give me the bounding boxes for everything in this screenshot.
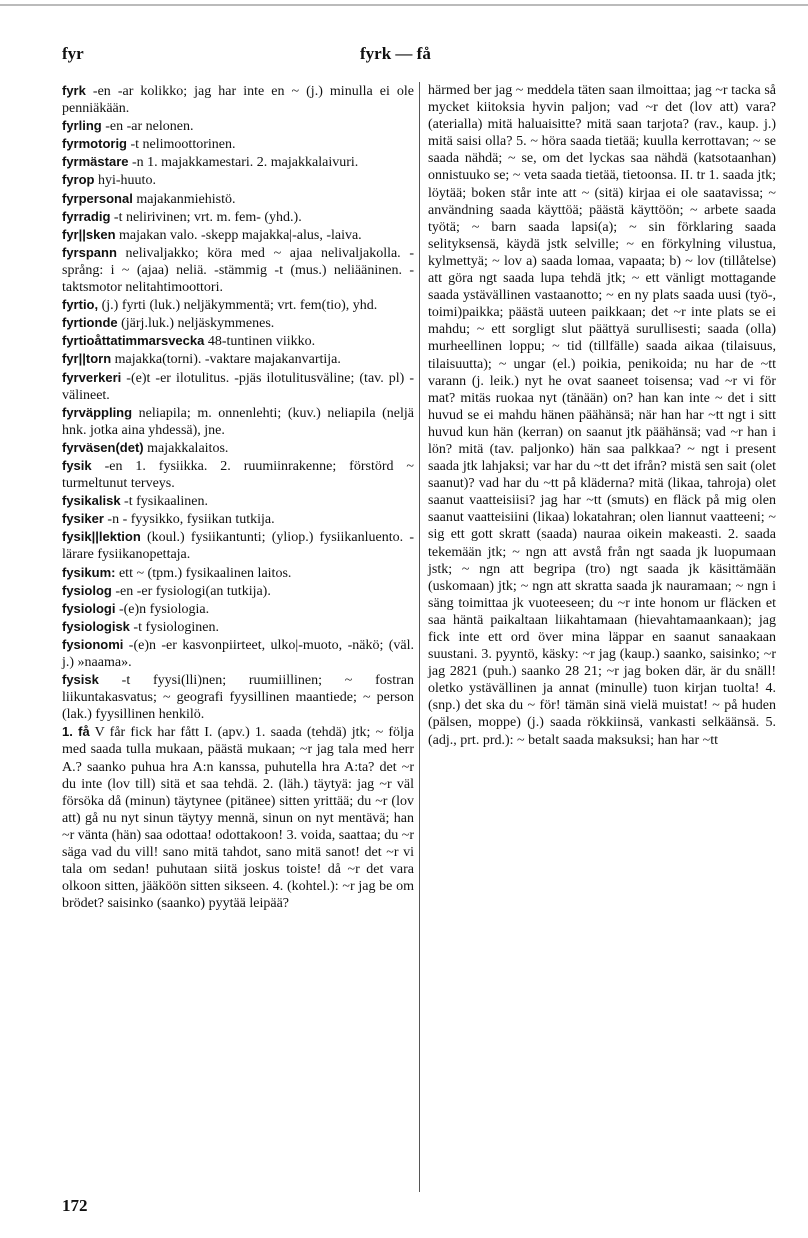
definition: -t nelirivinen; vrt. m. fem- (yhd.).	[110, 209, 302, 225]
dictionary-entry	[62, 226, 414, 244]
definition: -en -er fysiologi(an tutkija).	[111, 583, 271, 599]
definition: V får fick har fått I. (apv.) 1. saada (tehdä) jtk; ~ följa med saada tulla mukaan, päästä mukaan; ~r jag tala med herr A.? saanko puhua hra A:n kanssa, puhutella hra A:ta? det ~r du inte (lov till) sitä et saa tehdä. 2. (läh.) täytyä: jag ~r väl försöka då (minun) täytynee (pitänee) sitten yrittää; du ~r (lov att) gå nu nyt sinun täytyy mennä, sinun on nyt mentävä; han ~r vänta (hän) saa odottaa! odottakoon! 3. voida, saattaa; du ~r säga vad du vill! sano mitä tahdot, sano mitä sanot! det ~r vi tala om sedan! puhutaan siitä joskus toiste! då ~r det vara olkoon sitten, jääköön sitten sikseen. 4. (kohtel.): ~r jag be om brödet? saisinko (saanko) pyytää leipää?	[62, 725, 414, 912]
dictionary-entry	[62, 404, 414, 439]
definition: -n - fyysikko, fysiikan tutkija.	[103, 512, 275, 528]
dictionary-entry	[62, 723, 414, 912]
headword: fyrtioåttatimmarsvecka	[62, 333, 205, 349]
definition: ett ~ (tpm.) fysikaalinen laitos.	[115, 565, 292, 581]
definition: -t nelimoottorinen.	[127, 137, 236, 153]
definition: (j.) fyrti (luk.) neljäkymmentä; vrt. fem(tio), yhd.	[98, 298, 378, 314]
continued-entry-text: härmed ber jag ~ meddela täten saan ilmoittaa; jag ~r tacka så mycket kiitoksia hyvin paljon; vad ~r det (lov att) vara? (aterialla) mitä haluaisitte? mitä saan tarjota? (rav., kaup. j.) mitä saisi olla? 5. ~ höra saada tietää; kuulla kerrottavan; ~ se saada nähdä; ~ se, om det lyckas saa nähdä (katsotaanhan) onnistuuko se; ~ veta saada tietää, tietoonsa. II. tr 1. saada jtk; löytää; boken står inte att ~ (sitä) kirjaa ei ole saatavissa; ~ användning saada käyttöä; päästä käyttöön; ~ arbete saada työtä; ~ barn saada lapsi(a); ~ sin förklaring saada selityksensä, käydä jstk selville; ~ en förkylning vilustua, kylmettyä; ~ lov a) saada lomaa, vapaata; b) ~ lov (tillåtelse) att göra ngt saada lupa tehdä jtk; ~ ett vänligt mottagande saada ystävällinen vastaanotto; ~ en ny plats saada uusi (työ-, toimi)paikka; päästä uuteen paikkaan; det ~r inte plats se ei mahdu; ~ ett sorgligt slut päättyä surullisesti; saada (olla) murheellinen loppu; ~ tid (tillfälle) saada aikaa (tilaisuus, tilaisuutta); ~ ungar (el.) poikia, penikoida; nu har de ~tt varann (j. leik.) nyt he ovat saaneet toisensa; vad ~r vi för mat? mitäs ruokaa nyt (tänään) on? han kan inte ~ det i sitt huvud se ei mahdu hänen päähänsä; när han har ~tt ngt i sitt huvud kun hän (kerran) on saanut jtk päähänsä; vad ~r han i lön? mitä (tav. paljonko) hän saa palkkaa? ~ ngt i present saada jtk lahjaksi; var har du ~tt det ifrån? mistä sen sait (olet saanut)? vad har du ~tt på kläderna? mitä (likaa, tahroja) olet saanut vaatteisiisi? jag har ~tt (smuts) en fläck på mig olen saanut vaatteisiini (likaa) lokatahran; olen liannut vaatteeni; ~ sig ett gott skratt (saada) nauraa oikein makeasti. 2. saada tekemään jtk; ~ ngn att avstå från ngt saada jk luopumaan jstk; ~ ngn att begripa (tro) ngt saada jk käsittämään (uskomaan) jtk; ~ ngn att skratta saada jk nauramaan; ~ ngn i säng toimittaa jk vuoteeseen; du ~r inte honom ur fläcken et saa häntä paikaltaan liikahtamaan (hievahtamaankaan); jag fick inte ett ord över mina läppar en saanut sanaakaan suustani. 3. pyyntö, käsky: ~r jag (kaup.) saanko, saisinko; ~r jag 2821 (puh.) saanko 28 21; ~r jag boken där, är du snäll! oletko ystävällinen ja annat (minulle) tuon kirjan tuolta! 4. (snp.) det ska du ~ för! tämän sinä vielä muistat! ~ på huden (pälsen, moppe) (j.) saada rökkiinsä, vankasti selkäänsä. 5. (adj., prt. prd.): ~ betalt saada maksuksi; han har ~tt	[428, 83, 776, 748]
dictionary-entry	[62, 564, 414, 582]
dictionary-entry	[62, 82, 414, 117]
definition: -(e)t -er ilotulitus. -pjäs ilotulitusväline; (tav. pl) -välineet.	[62, 370, 414, 403]
definition: -en 1. fysiikka. 2. ruumiinrakenne; förstörd ~ turmeltunut terveys.	[62, 458, 414, 492]
headword: fyrspann	[62, 244, 117, 260]
headword: fyrop	[62, 172, 95, 188]
headword: fyrk	[62, 83, 86, 98]
dictionary-entry	[62, 439, 414, 457]
scan-edge	[0, 4, 808, 6]
headword: fyrling	[62, 118, 102, 134]
definition: (koul.) fysiikantunti; (yliop.) fysiikanluento. -lärare fysiikanopettaja.	[62, 530, 414, 563]
dictionary-entry	[62, 208, 414, 226]
definition: neliapila; m. onnenlehti; (kuv.) neliapila (neljä hnk. jotka aina yhdessä), jne.	[62, 405, 414, 438]
definition: -en -ar nelonen.	[101, 119, 194, 135]
dictionary-entry	[62, 528, 414, 563]
headword: fyr||torn	[62, 351, 112, 367]
headword: fysikum:	[62, 564, 116, 580]
dictionary-entry	[62, 190, 414, 208]
headword: fysiologi	[62, 600, 116, 616]
dictionary-entry	[62, 369, 414, 404]
definition: majakkalaitos.	[143, 440, 229, 456]
definition: -(e)n -er kasvonpiirteet, ulko|-muoto, -näkö; (väl. j.) »naama».	[62, 637, 414, 670]
dictionary-entry	[62, 636, 414, 671]
headword: fysiker	[62, 511, 104, 527]
definition: (järj.luk.) neljäskymmenes.	[117, 316, 275, 332]
dictionary-entry	[62, 171, 414, 189]
dictionary-entry	[62, 117, 414, 135]
headword: fyrradig	[62, 208, 111, 224]
headword: fysiologisk	[62, 618, 130, 634]
dictionary-entry	[62, 582, 414, 600]
definition: nelivaljakko; köra med ~ ajaa nelivaljakolla. -språng: i ~ (ajaa) neliä. -stämmig -t (mus.) neliääninen. -taktsmotor nelitahtimoottori.	[62, 245, 414, 296]
definition: majakanmiehistö.	[132, 191, 236, 207]
dictionary-entry	[62, 492, 414, 510]
dictionary-entry	[62, 618, 414, 636]
headword: fyrtio,	[62, 297, 99, 313]
definition: 48-tuntinen viikko.	[204, 334, 316, 350]
headword: fyrmotorig	[62, 136, 127, 152]
headword: fysisk	[62, 672, 99, 688]
column-divider	[419, 82, 420, 1192]
headword: fysik||lektion	[62, 529, 141, 545]
running-head-center: fyrk — få	[360, 44, 431, 63]
dictionary-entry	[62, 350, 414, 368]
dictionary-entry	[62, 332, 414, 350]
definition: -t fyysi(lli)nen; ruumiillinen; ~ fostran liikuntakasvatus; ~ geografi fyysillinen maantiede; ~ person (lak.) fyysillinen henkilö.	[62, 673, 414, 723]
definition: -(e)n fysiologia.	[115, 601, 210, 617]
headword: fysik	[62, 457, 92, 473]
definition: majakan valo. -skepp majakka|-alus, -laiva.	[115, 227, 362, 243]
headword: fyrtionde	[62, 315, 118, 331]
definition: majakka(torni). -vaktare majakanvartija.	[111, 352, 341, 368]
dictionary-entry	[62, 244, 414, 296]
dictionary-entry	[62, 314, 414, 332]
headword: fysikalisk	[62, 493, 121, 509]
headword: fyrväsen(det)	[62, 439, 144, 455]
definition: -t fysiologinen.	[129, 619, 219, 635]
definition: -en -ar kolikko; jag har inte en ~ (j.) minulla ei ole penniäkään.	[62, 84, 414, 117]
headword: 1. få	[62, 724, 90, 740]
dictionary-entry	[62, 153, 414, 171]
running-head-left: fyr	[62, 44, 84, 63]
headword: fyrpersonal	[62, 190, 133, 206]
dictionary-entry	[62, 671, 414, 723]
headword: fyrverkeri	[62, 369, 122, 385]
dictionary-entry	[62, 510, 414, 528]
page-number: 172	[62, 1196, 88, 1215]
definition: -t fysikaalinen.	[120, 494, 209, 510]
headword: fyr||sken	[62, 226, 116, 242]
definition: -n 1. majakkamestari. 2. majakkalaivuri.	[128, 155, 359, 171]
dictionary-entry	[62, 296, 414, 314]
right-column	[428, 82, 776, 749]
left-column	[62, 82, 414, 912]
headword: fyrmästare	[62, 154, 129, 170]
headword: fyrväppling	[62, 404, 133, 420]
dictionary-entry	[62, 457, 414, 492]
headword: fysionomi	[62, 636, 124, 652]
dictionary-entry	[62, 135, 414, 153]
definition: hyi-huuto.	[94, 173, 156, 189]
dictionary-entry	[62, 600, 414, 618]
headword: fysiolog	[62, 582, 112, 598]
